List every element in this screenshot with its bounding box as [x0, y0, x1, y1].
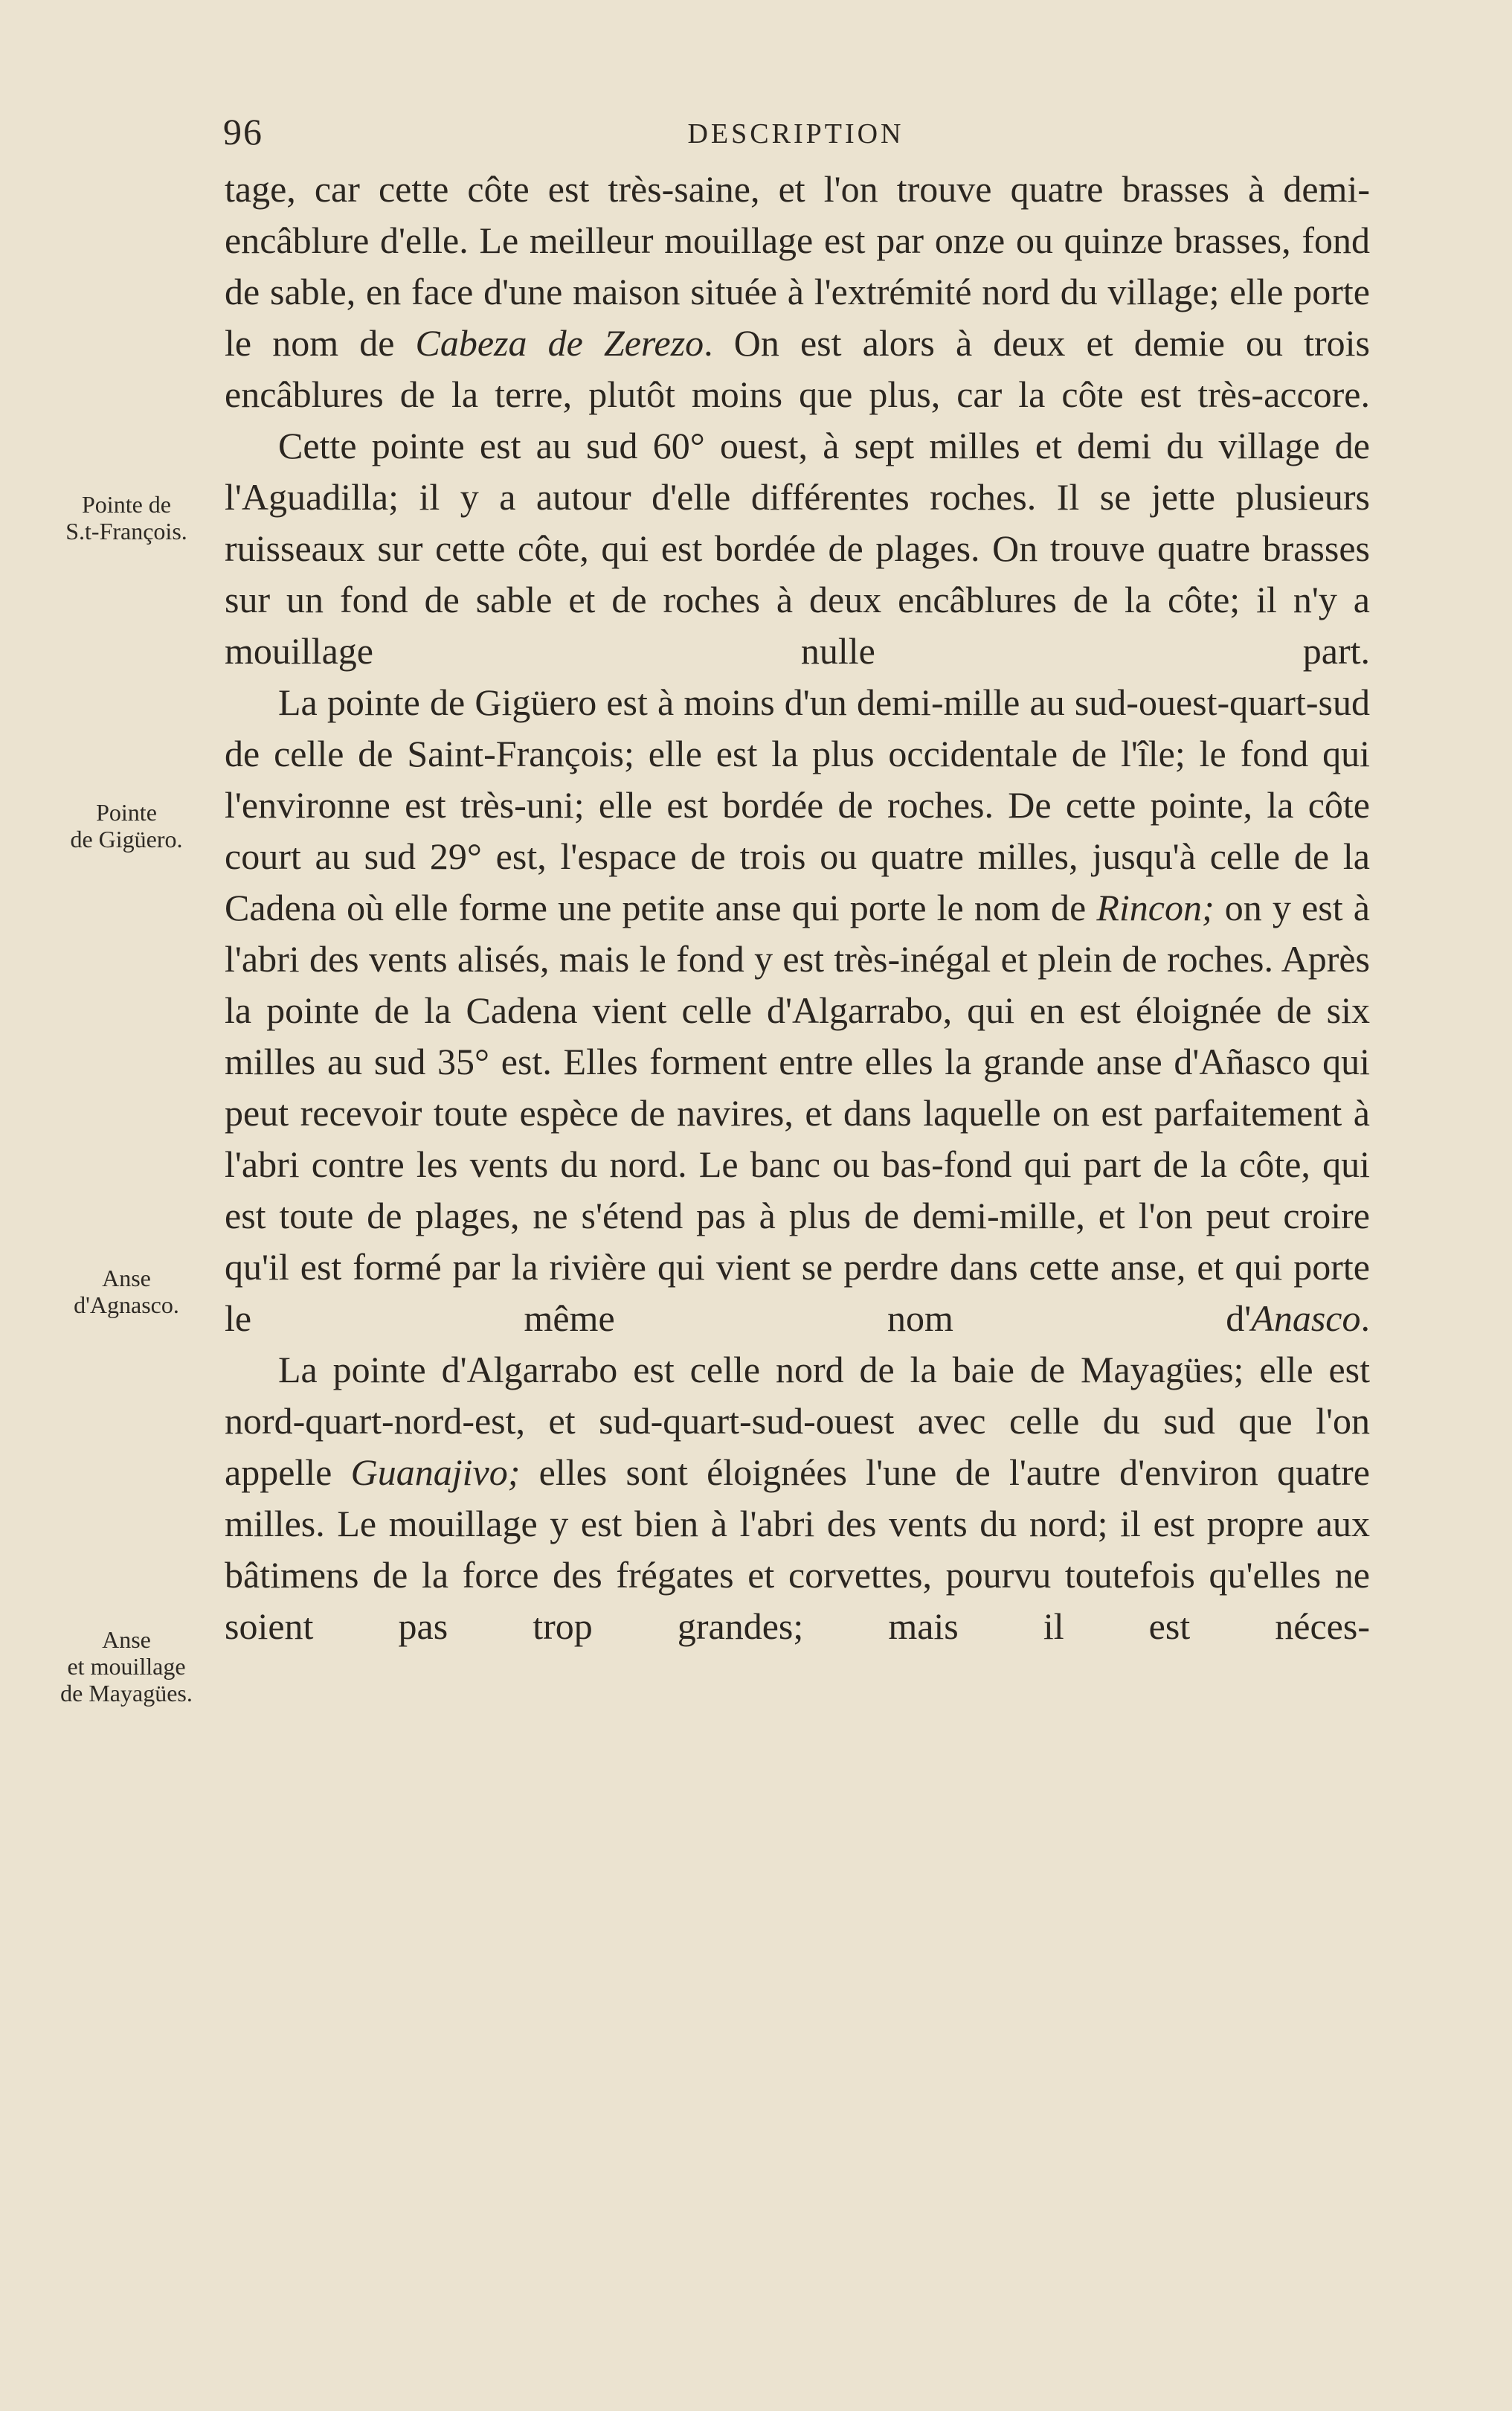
margin-note-line: Pointe de	[82, 491, 171, 518]
margin-note-line: Anse	[102, 1265, 151, 1291]
margin-note-line: de Gigüero.	[70, 826, 183, 853]
paragraph-text: elles sont éloignées l'une de l'autre d'environ quatre milles. Le mouillage y est bien à l'abri des vents du nord; il est propre aux bâtimens de la force des frégates et corvettes, pourvu toutefois qu'elles ne soient pas trop grandes; mais il est néces-	[225, 1451, 1370, 1647]
margin-note-line: d'Agnasco.	[74, 1291, 179, 1318]
paragraph-text: tage, car cette côte est très-saine, et l'on trouve quatre brasses à demi-encâblure d'elle. Le meilleur mouillage est par onze ou quinze brasses, fond de sable, en face d'une maison située à l'extrémité nord du village; elle porte le nom de	[225, 168, 1370, 364]
paragraph-2	[225, 420, 1370, 677]
margin-note-pointe-saint-francois	[45, 491, 208, 545]
paragraph-text: .	[1360, 1297, 1370, 1339]
paragraph-3	[225, 677, 1370, 1344]
body-text	[225, 164, 1370, 1652]
running-head: DESCRIPTION	[687, 118, 904, 150]
page-header	[223, 110, 1368, 155]
place-name-italic: Guanajivo;	[350, 1451, 521, 1493]
margin-note-line: de Mayagües.	[60, 1680, 193, 1707]
margin-note-anse-agnasco	[45, 1265, 208, 1318]
margin-note-line: et mouillage	[67, 1653, 186, 1680]
place-name-italic: Rincon;	[1096, 887, 1215, 928]
place-name-italic: Cabeza de Zerezo	[415, 322, 704, 364]
paragraph-text: La pointe de Gigüero est à moins d'un demi-mille au sud-ouest-quart-sud de celle de Saint-François; elle est la plus occidentale de l'île; le fond qui l'environne est très-uni; elle est bordée de roches. De cette pointe, la côte court au sud 29° est, l'espace de trois ou quatre milles, jusqu'à celle de la Cadena où elle forme une petite anse qui porte le nom de	[225, 681, 1370, 928]
paragraph-text: on y est à l'abri des vents alisés, mais le fond y est très-inégal et plein de roches. Après la pointe de la Cadena vient celle d'Algarrabo, qui en est éloignée de six milles au sud 35° est. Elles forment entre elles la grande anse d'Añasco qui peut recevoir toute espèce de navires, et dans laquelle on est parfaitement à l'abri contre les vents du nord. Le banc ou bas-fond qui part de la côte, qui est toute de plages, ne s'étend pas à plus de demi-mille, et l'on peut croire qu'il est formé par la rivière qui vient se perdre dans cette anse, et qui porte le même nom d'	[225, 887, 1370, 1339]
place-name-italic: Anasco	[1251, 1297, 1361, 1339]
margin-note-line: Anse	[102, 1626, 151, 1653]
paragraph-text: . On est alors à deux et demie ou trois encâblures de la terre, plutôt moins que plus, car la côte est très-accore.	[225, 322, 1371, 415]
page-number: 96	[223, 111, 263, 153]
paragraph-text: Cette pointe est au sud 60° ouest, à sept milles et demi du village de l'Aguadilla; il y a autour d'elle différentes roches. Il se jette plusieurs ruisseaux sur cette côte, qui est bordée de plages. On trouve quatre brasses sur un fond de sable et de roches à deux encâblures de la côte; il n'y a mouillage nulle part.	[225, 425, 1370, 672]
margin-note-line: Pointe	[96, 799, 157, 826]
margin-note-line: S.t-François.	[65, 518, 187, 545]
paragraph-1	[225, 164, 1370, 420]
paragraph-text: La pointe d'Algarrabo est celle nord de la baie de Mayagües; elle est nord-quart-nord-est, et sud-quart-sud-ouest avec celle du sud que l'on appelle	[225, 1349, 1370, 1493]
margin-note-anse-mayagues	[45, 1626, 208, 1707]
paragraph-4	[225, 1344, 1370, 1652]
margin-note-pointe-giguero	[45, 799, 208, 853]
